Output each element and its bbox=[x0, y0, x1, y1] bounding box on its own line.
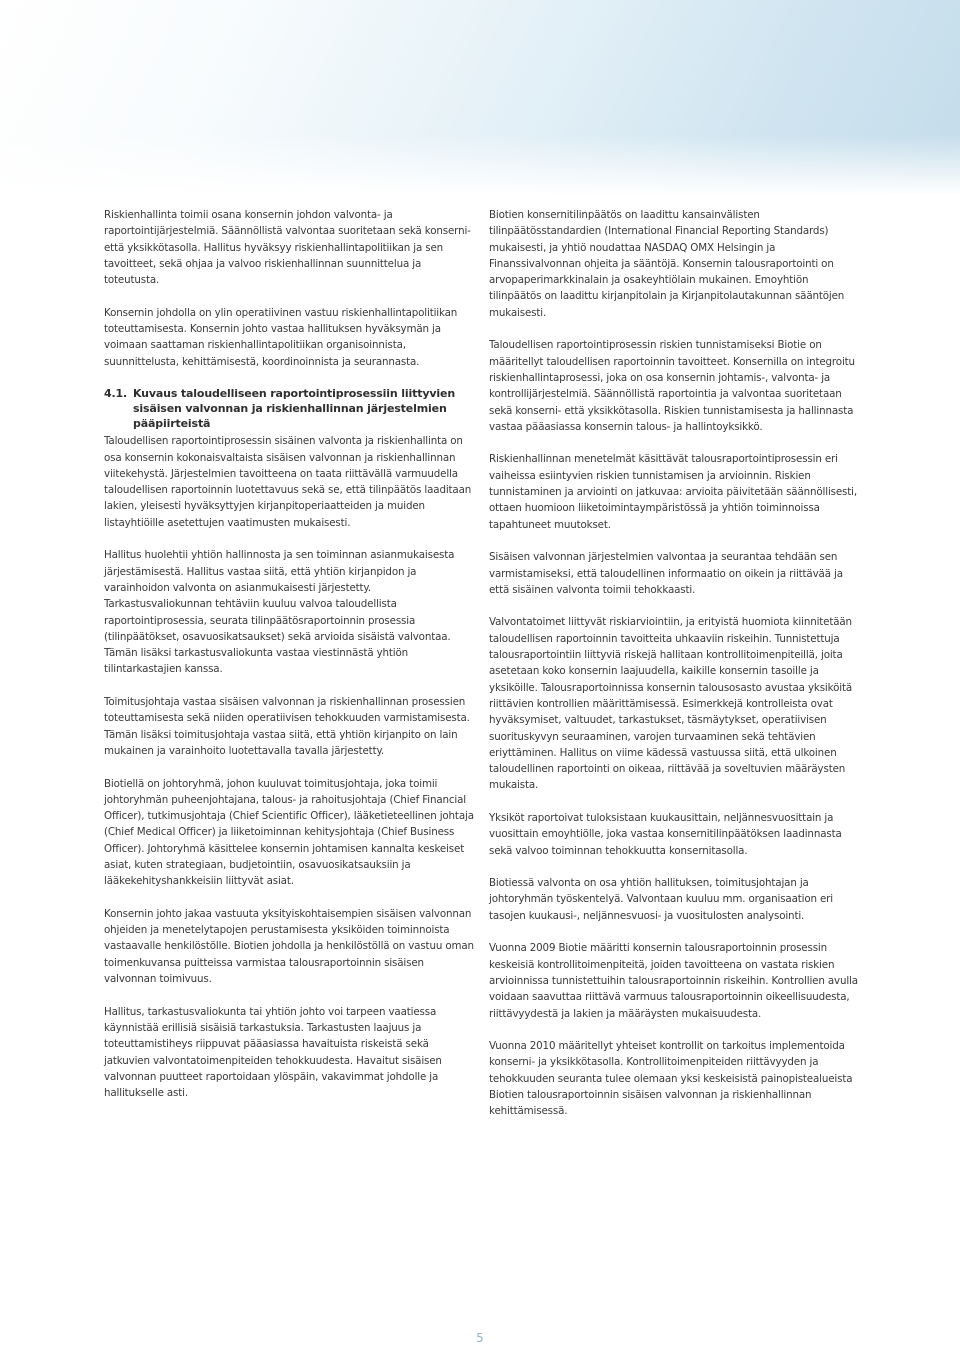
paragraph: Hallitus, tarkastusvaliokunta tai yhtiön johto voi tarpeen vaatiessa käynnistää erillisiä sisäisiä tarkastuksia. Tarkastusten laajuus ja toteuttamistiheys riippuvat pääasiassa havaituista riskeistä sekä jatkuvien valvontatoimenpiteiden tehokkuudesta. Havaitut sisäisen valvonnan puutteet raportoidaan ylöspäin, vakavimmat johdolle ja hallitukselle asti. bbox=[104, 1005, 442, 1100]
section-title: Kuvaus taloudelliseen raportointiprosessiin liittyvien sisäisen valvonnan ja riskienhallinnan järjestelmien pääpiirteistä bbox=[133, 387, 456, 431]
paragraph: Vuonna 2010 määritellyt yhteiset kontrollit on tarkoitus implementoida konserni- ja yksikkötasolla. Kontrollitoimenpiteiden riittävyyden ja tehokkuuden seuranta tulee olemaan yksi keskeisistä painopistealueista Biotien talousraportoinnin sisäisen valvonnan ja riskienhallinnan kehittämisessä. bbox=[489, 1040, 853, 1118]
paragraph: Biotien konsernitilinpäätös on laadittu kansainvälisten tilinpäätösstandardien (International Financial Reporting Standards) mukaisesti, ja yhtiö noudattaa NASDAQ OMX Helsingin ja Finanssivalvonnan ohjeita ja sääntöjä. Konsernin talousraportointi on arvopaperimarkkinalain ja osakeyhtiölain mukainen. Emoyhtiön tilinpäätös on laadittu kirjanpitolain ja Kirjanpitolautakunnan sääntöjen mukaisesti. bbox=[489, 209, 845, 319]
header-gradient-band bbox=[0, 0, 960, 195]
section-heading bbox=[104, 386, 474, 431]
paragraph: Toimitusjohtaja vastaa sisäisen valvonnan ja riskienhallinnan prosessien toteuttamisesta sekä niiden operatiivisen tehokkuuden varmistamisesta. Tämän lisäksi toimitusjohtaja vastaa siitä, että yhtiön kirjanpito on lain mukainen ja varainhoito luotettavalla tavalla järjestetty. bbox=[104, 696, 470, 757]
paragraph: Konsernin johto jakaa vastuuta yksityiskohtaisempien sisäisen valvonnan ohjeiden ja menetelytapojen perustamisesta yksiköiden toiminnoista vastaavalle henkilöstölle. Biotien johdolla ja henkilöstöllä on vastuu oman toimenkuvansa puitteissa varmistaa talousraportoinnin sisäisen valvonnan toimivuus. bbox=[104, 907, 474, 986]
paragraph: Valvontatoimet liittyvät riskiarviointiin, ja erityistä huomiota kiinnitetään taloudellisen raportoinnin tavoitteita uhkaaviin riskeihin. Tunnistettuja talousraportointiin liittyviä riskejä hallitaan kontrollitoimenpiteillä, joita asetetaan koko konsernin laajuudella, kaikille konsernin tasoille ja yksiköille. Talousraportoinnissa konsernin talousosasto avustaa yksiköitä riittävien kontrollien määrittämisessä. Esimerkkejä kontrolleista ovat hyväksymiset, valtuudet, tarkastukset, täsmäytykset, operatiivisen suorituskyvyn seuraaminen, varojen turvaaminen sekä tehtävien eriyttäminen. Hallitus on viime kädessä vastuussa siitä, että ulkoinen taloudellinen raportointi on oikeaa, riittävää ja soveltuvien määräysten mukaista. bbox=[489, 616, 852, 792]
paragraph: Biotiellä on johtoryhmä, johon kuuluvat toimitusjohtaja, joka toimii johtoryhmän puheenjohtajana, talous- ja rahoitusjohtaja (Chief Financial Officer), tutkimusjohtaja (Chief Scientific Officer), lääketieteellinen johtaja (Chief Medical Officer) ja liiketoiminnan kehitysjohtaja (Chief Business Officer). Johtoryhmä käsittelee konsernin johtamisen kannalta keskeiset asiat, kuten strategiaan, budjetointiin, osavuosikatsauksiin ja lääkekehityshankkeisiin liittyvät asiat. bbox=[104, 777, 474, 888]
paragraph: Taloudellisen raportointiprosessin riskien tunnistamiseksi Biotie on määritellyt taloudellisen raportoinnin tavoitteet. Konsernilla on integroitu riskienhallintaprosessi, joka on osa konsernin johtamis-, valvonta- ja kontrollijärjestelmiä. Säännöllistä raportointia ja valvontaa suoritetaan sekä konserni- että yksikkötasolla. Riskien tunnistamisesta ja hallinnasta vastaa pääasiassa konsernin talous- ja hallintoyksikkö. bbox=[489, 339, 855, 433]
paragraph: Yksiköt raportoivat tuloksistaan kuukausittain, neljännesvuosittain ja vuosittain emoyhtiölle, joka vastaa konsernitilinpäätöksen laadinnasta sekä valvoo toiminnan tehokkuutta konsernitasolla. bbox=[489, 811, 842, 857]
paragraph: Hallitus huolehtii yhtiön hallinnosta ja sen toiminnan asianmukaisesta järjestämisestä. Hallitus vastaa siitä, että yhtiön kirjanpidon ja varainhoidon valvonta on asianmukaisesti järjestetty. Tarkastusvaliokunnan tehtäviin kuuluu valvoa taloudellista raportointiprosessia, seurata tilinpäätösraportoinnin prosessia (tilinpäätökset, osavuosikatsaukset) sekä arvioida sisäistä valvontaa. Tämän lisäksi tarkastusvaliokunta vastaa viestinnästä yhtiön tilintarkastajien kanssa. bbox=[104, 549, 455, 676]
paragraph: Sisäisen valvonnan järjestelmien valvontaa ja seurantaa tehdään sen varmistamiseksi, että taloudellinen informaatio on oikein ja riittävää ja että sisäinen valvonta toimii tehokkaasti. bbox=[489, 551, 843, 596]
paragraph: Riskienhallinnan menetelmät käsittävät talousraportointiprosessin eri vaiheissa esiintyvien riskien tunnistamisen ja arvioinnin. Riskien tunnistaminen ja arviointi on jatkuvaa: arvioita päivitetään säännöllisesti, ottaen huomioon liiketoimintaympäristössä ja yhtiön toiminnoissa tapahtuneet muutokset. bbox=[489, 453, 857, 531]
paragraph: Riskienhallinta toimii osana konsernin johdon valvonta- ja raportointijärjestelmiä. Säännöllistä valvontaa suoritetaan sekä konserni- että yksikkötasolla. Hallitus hyväksyy riskienhallintapolitiikan ja sen tavoitteet, sekä ohjaa ja valvoo riskienhallinnan suunnittelua ja toteutusta. bbox=[104, 209, 471, 287]
paragraph: Konsernin johdolla on ylin operatiivinen vastuu riskienhallintapolitiikan toteuttamisesta. Konsernin johto vastaa hallituksen hyväksymän ja voimaan saattaman riskienhallintapolitiikan organisoinnista, suunnittelusta, kehittämisestä, koordinoinnista ja seurannasta. bbox=[104, 306, 458, 368]
right-column bbox=[489, 207, 859, 1136]
paragraph: Biotiessä valvonta on osa yhtiön hallituksen, toimitusjohtajan ja johtoryhmän työskentelyä. Valvontaan kuuluu mm. organisaation eri tasojen kuukausi-, neljännesvuosi- ja vuositulosten analysointi. bbox=[489, 877, 833, 922]
left-column bbox=[104, 207, 474, 1118]
paragraph: Taloudellisen raportointiprosessin sisäinen valvonta ja riskienhallinta on osa konsernin kokonaisvaltaista sisäisen valvonnan ja riskienhallinnan viitekehystä. Järjestelmien tavoitteena on taata riittävällä varmuudella taloudellisen raportoinnin luotettavuus sekä se, että tilinpäätös laaditaan lakien, yleisesti hyväksyttyjen kirjanpitoperiaatteiden ja muiden listayhtiöille asetettujen vaatimusten mukaisesti. bbox=[104, 435, 472, 529]
paragraph: Vuonna 2009 Biotie määritti konsernin talousraportoinnin prosessin keskeisiä kontrollitoimenpiteitä, joiden tavoitteena on vastata riskien arvioinnissa tunnistettuihin talousraportoinnin riskeihin. Kontrollien avulla voidaan saavuttaa riittävä varmuus talousraportoinnin oikeellisuudesta, riittävyydestä ja lakien ja määräysten mukaisuudesta. bbox=[489, 942, 858, 1020]
section-number: 4.1. bbox=[104, 387, 128, 401]
page-number: 5 bbox=[476, 1331, 484, 1345]
